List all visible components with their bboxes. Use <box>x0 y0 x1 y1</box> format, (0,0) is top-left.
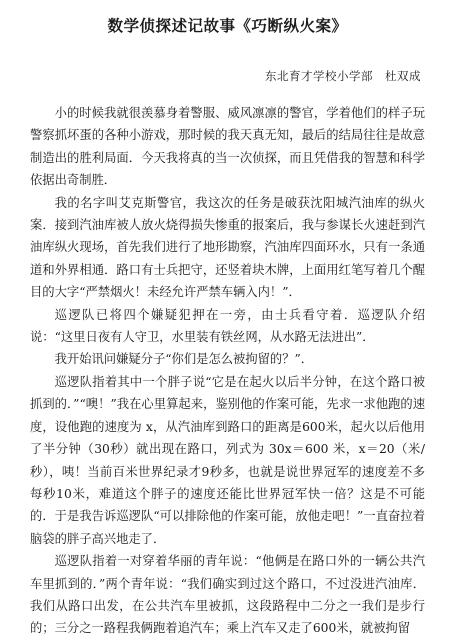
article-title: 数学侦探述记故事《巧断纵火案》 <box>107 17 348 35</box>
author-byline: 东北育才学校小学部 杜双成 <box>265 69 421 83</box>
paragraph: 小的时候我就很羡慕身着警服、威风凛凛的警官，学着他们的样子玩警察抓坏蛋的各种小游戏，那时候的我天真无知，最后的结局往往是故意制造出的胜利局面．今天我将真的当一次侦探，而且凭借我的智慧和科学依据出奇制胜． <box>30 106 425 188</box>
paragraph: 巡逻队指着一对穿着华丽的青年说：“他俩是在路口外的一辆公共汽车里抓到的．”两个青年说：“我们确实到过这个路口，不过没进汽油库．我们从路口出发，在公共汽车里被抓，这段路程中二分之一我们是步行的；三分之一路程我俩跑着追汽车；乘上汽车又走了600米，就被拘留 <box>30 554 425 636</box>
paragraph: 巡逻队指着其中一个胖子说“它是在起火以后半分钟，在这个路口被抓到的．”“噢！”我在心里算起来，鉴别他的作案可能，先求一求他跑的速度，设他跑的速度为 x，从汽油库到路口的距离是600米，起火以后他用了半分钟（30秒）就出现在路口，列式为 30x＝600 米，x＝20（米/秒），咦！当前百米世界纪录才9秒多，也就是说世界冠军的速度差不多每秒10米，难道这个胖子的速度还能比世界冠军快一倍？这是不可能的．于是我告诉巡逻队“可以排除他的作案可能，放他走吧！”一直奋拉着脑袋的胖子高兴地走了． <box>30 374 425 546</box>
paragraph: 我的名字叫艾克斯警官，我这次的任务是破获沈阳城汽油库的纵火案．接到汽油库被人放火烧得损失惨重的报案后，我与参谋长火速赶到汽油库纵火现场，首先我们进行了地形勘察，汽油库四面环水，只有一条通道和外界相通．路口有士兵把守，还竖着块木牌，上面用红笔写着几个醒目的大字“严禁烟火！未经允许严禁车辆入内！”． <box>30 195 425 300</box>
article-body <box>30 102 425 640</box>
paragraph: 巡逻队已将四个嫌疑犯押在一旁，由士兵看守着．巡逻队介绍说：“这里日夜有人守卫，水里装有铁丝网，从水路无法进出”． <box>30 307 425 345</box>
paragraph: 我开始讯问嫌疑分子“你们是怎么被拘留的？”． <box>54 352 314 367</box>
